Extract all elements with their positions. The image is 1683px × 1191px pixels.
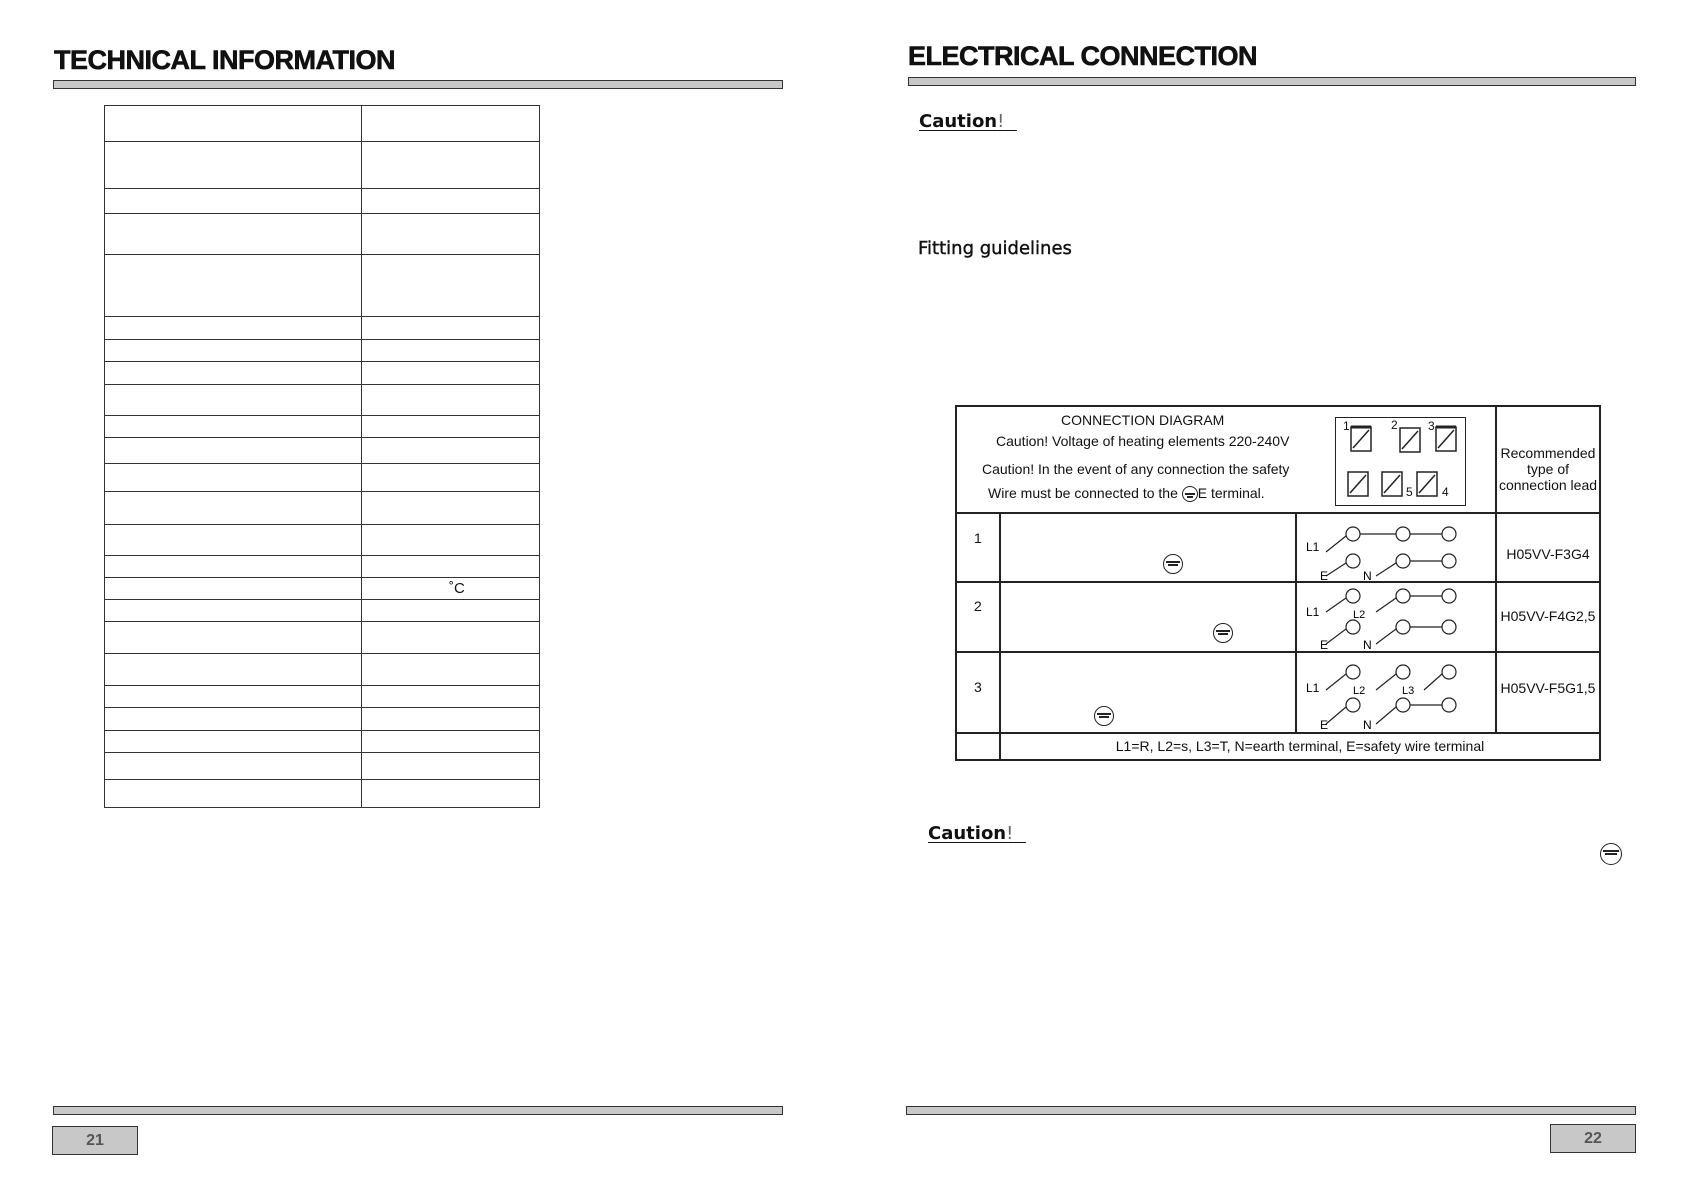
earth-icon [1094,706,1114,726]
table-row [105,492,540,525]
row-1-label-e: E [1320,569,1329,581]
row-1-wiring [1296,514,1495,581]
table-row [105,600,540,622]
row-2-label-e: E [1320,638,1329,651]
celsius-unit: ˚C [449,580,465,597]
fitting-guidelines-heading: Fitting guidelines [918,238,1072,259]
right-title-rule [908,77,1636,86]
table-row [105,622,540,654]
table-row [105,686,540,708]
earth-icon [1182,486,1198,502]
row-1-lead: H05VV-F3G4 [1506,546,1590,562]
table-row [105,731,540,753]
caution-heading: Caution! [919,111,1005,132]
table-row [105,578,540,600]
table-row [105,106,540,142]
table-row [105,317,540,340]
row-3-wiring [1296,652,1495,732]
caution-heading-2: Caution! [928,823,1014,844]
row-3-label-l3: L3 [1402,685,1415,697]
row-3-label-l1: L1 [1306,681,1320,695]
table-row [105,385,540,416]
table-row [105,214,540,255]
left-footer-rule [53,1106,783,1115]
row-2-lead: H05VV-F4G2,5 [1500,608,1596,624]
row-2-label-n: N [1363,638,1372,651]
terminal-label-3: 3 [1428,419,1435,433]
left-page-title: TECHNICAL INFORMATION [54,45,395,75]
earth-icon [1213,623,1233,643]
row-3-label-l2: L2 [1353,685,1366,697]
table-row [105,438,540,464]
diagram-title: CONNECTION DIAGRAM [1061,412,1225,428]
terminal-label-4: 4 [1442,485,1449,499]
left-page-number: 21 [52,1126,138,1155]
right-page-title: ELECTRICAL CONNECTION [908,41,1258,71]
table-row [105,255,540,317]
left-title-rule [53,80,783,89]
table-row [105,753,540,780]
table-row [105,340,540,362]
terminal-label-1: 1 [1343,419,1350,433]
table-row [105,362,540,385]
table-row [105,654,540,686]
technical-info-table [104,105,540,808]
right-page-number: 22 [1550,1124,1636,1153]
row-3-lead: H05VV-F5G1,5 [1500,680,1596,696]
table-row [105,780,540,808]
diagram-caution-voltage: Caution! Voltage of heating elements 220-240V [996,433,1290,449]
right-footer-rule [906,1106,1636,1115]
table-row [105,189,540,214]
table-row [105,416,540,438]
row-3-label-e: E [1320,718,1329,732]
diagram-legend: L1=R, L2=s, L3=T, N=earth terminal, E=safety wire terminal [1115,738,1485,754]
row-3-label-n: N [1363,718,1372,732]
table-row [105,142,540,189]
row-1-label-l1: L1 [1306,540,1320,554]
row-2-wiring [1296,582,1495,651]
table-row [105,556,540,578]
row-3-number: 3 [974,679,982,695]
diagram-caution-safety: Caution! In the event of any connection the safety [982,461,1290,477]
row-1-label-n: N [1363,569,1372,581]
row-2-number: 2 [974,598,982,614]
table-row [105,708,540,731]
lead-header: Recommended type of connection lead [1498,445,1598,493]
diagram-caution-wire: Wire must be connected to the E terminal. [988,485,1265,501]
terminal-label-2: 2 [1391,418,1398,432]
table-row [105,464,540,492]
connection-diagram [955,405,1601,761]
terminal-block [1335,417,1466,506]
terminal-label-5: 5 [1406,485,1413,499]
earth-icon [1163,554,1183,574]
row-1-number: 1 [974,530,982,546]
earth-icon [1600,843,1622,865]
row-2-label-l1: L1 [1306,605,1320,619]
table-row [105,525,540,556]
row-2-label-l2: L2 [1353,609,1366,621]
